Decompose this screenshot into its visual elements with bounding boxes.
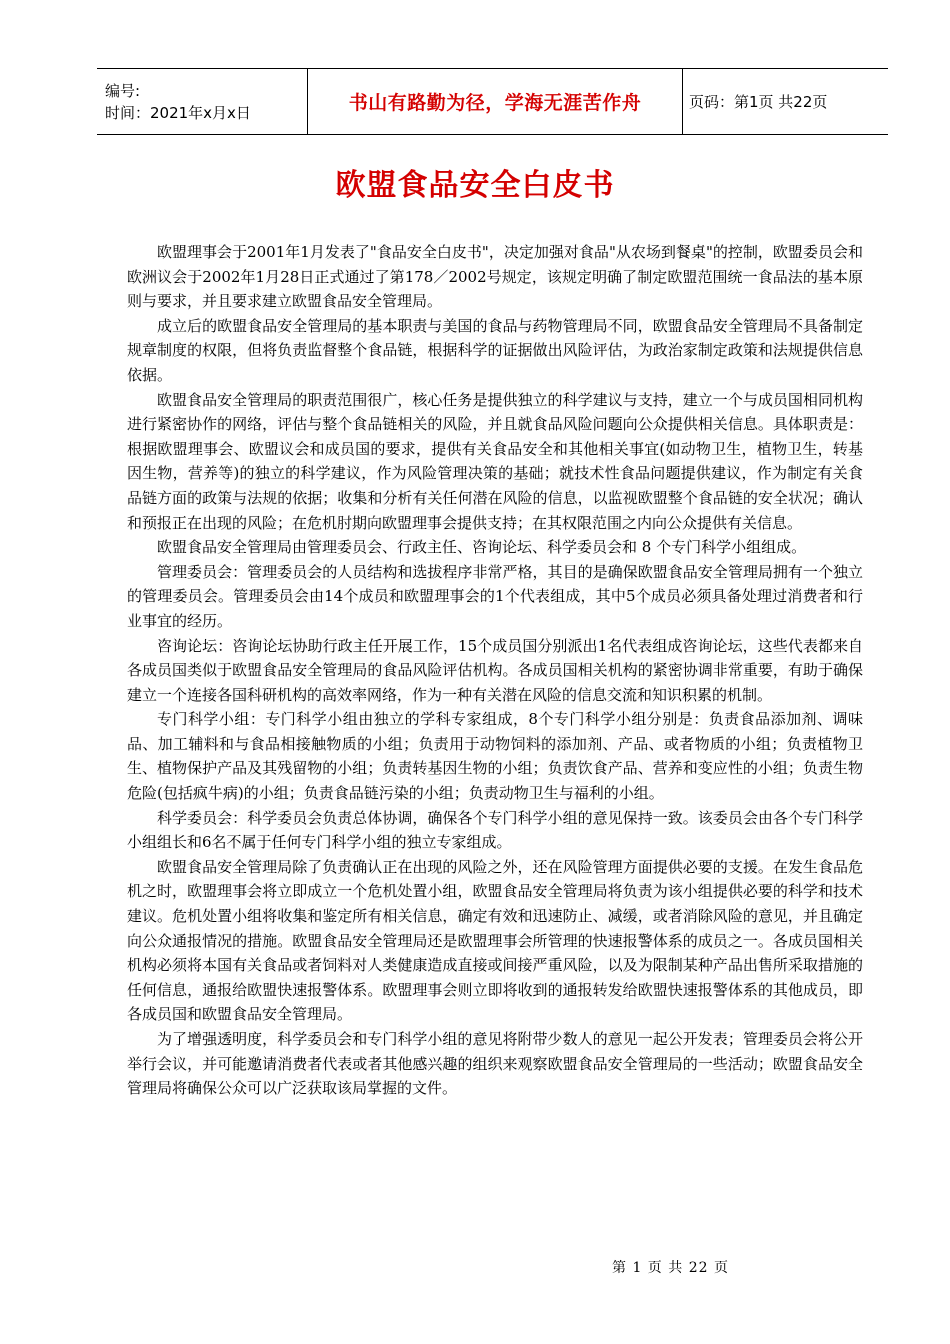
header-table: [97, 68, 888, 135]
document-number-label: 编号:: [105, 81, 141, 100]
document-time-label: 时间：2021年x月x日: [105, 103, 251, 122]
paragraph: 为了增强透明度，科学委员会和专门科学小组的意见将附带少数人的意见一起公开发表；管理委员会将公开举行会议，并可能邀请消费者代表或者其他感兴趣的组织来观察欧盟食品安全管理局的一些活动；欧盟食品安全管理局将确保公众可以广泛获取该局掌握的文件。: [127, 1030, 863, 1098]
header-meta: [97, 69, 308, 135]
document-title: 欧盟食品安全白皮书: [335, 168, 615, 203]
header-page-info: 页码：第1页 共22页: [683, 69, 889, 135]
paragraph: 科学委员会：科学委员会负责总体协调，确保各个专门科学小组的意见保持一致。该委员会由各个专门科学小组组长和6名不属于任何专门科学小组的独立专家组成。: [127, 808, 863, 852]
page-footer: 第 1 页 共 22 页: [612, 1260, 729, 1276]
document-body: [127, 240, 863, 1101]
paragraph: 欧盟理事会于2001年1月发表了"食品安全白皮书"，决定加强对食品"从农场到餐桌"的控制，欧盟委员会和欧洲议会于2002年1月28日正式通过了第178／2002号规定，该规定明确了制定欧盟范围统一食品法的基本原则与要求，并且要求建立欧盟食品安全管理局。: [127, 243, 863, 311]
paragraph: 欧盟食品安全管理局除了负责确认正在出现的风险之外，还在风险管理方面提供必要的支援。在发生食品危机之时，欧盟理事会将立即成立一个危机处置小组，欧盟食品安全管理局将负责为该小组提供必要的科学和技术建议。危机处置小组将收集和鉴定所有相关信息，确定有效和迅速防止、减缓，或者消除风险的意见，并且确定向公众通报情况的措施。欧盟食品安全管理局还是欧盟理事会所管理的快速报警体系的成员之一。各成员国相关机构必须将本国有关食品或者饲料对人类健康造成直接或间接严重风险，以及为限制某种产品出售所采取措施的任何信息，通报给欧盟快速报警体系。欧盟理事会则立即将收到的通报转发给欧盟快速报警体系的其他成员，即各成员国和欧盟食品安全管理局。: [127, 857, 863, 1024]
header-motto: 书山有路勤为径，学海无涯苦作舟: [308, 69, 683, 135]
paragraph: 欧盟食品安全管理局由管理委员会、行政主任、咨询论坛、科学委员会和 8 个专门科学小组组成。: [157, 538, 807, 557]
paragraph: 成立后的欧盟食品安全管理局的基本职责与美国的食品与药物管理局不同，欧盟食品安全管理局不具备制定规章制度的权限，但将负责监督整个食品链，根据科学的证据做出风险评估，为政治家制定政策和法规提供信息依据。: [127, 316, 863, 384]
paragraph: 专门科学小组：专门科学小组由独立的学科专家组成，8个专门科学小组分别是：负责食品添加剂、调味品、加工辅料和与食品相接触物质的小组；负责用于动物饲料的添加剂、产品、或者物质的小组；负责植物卫生、植物保护产品及其残留物的小组；负责转基因生物的小组；负责饮食产品、营养和变应性的小组；负责生物危险(包括疯牛病)的小组；负责食品链污染的小组；负责动物卫生与福利的小组。: [127, 710, 863, 803]
paragraph: 咨询论坛：咨询论坛协助行政主任开展工作，15个成员国分别派出1名代表组成咨询论坛，这些代表都来自各成员国类似于欧盟食品安全管理局的食品风险评估机构。各成员国相关机构的紧密协调非常重要，有助于确保建立一个连接各国科研机构的高效率网络，作为一种有关潜在风险的信息交流和知识积累的机制。: [127, 636, 863, 704]
paragraph: 管理委员会：管理委员会的人员结构和选拔程序非常严格，其目的是确保欧盟食品安全管理局拥有一个独立的管理委员会。管理委员会由14个成员和欧盟理事会的1个代表组成，其中5个成员必须具备处理过消费者和行业事宜的经历。: [127, 562, 863, 630]
paragraph: 欧盟食品安全管理局的职责范围很广，核心任务是提供独立的科学建议与支持，建立一个与成员国相同机构进行紧密协作的网络，评估与整个食品链相关的风险，并且就食品风险问题向公众提供相关信息。具体职责是：根据欧盟理事会、欧盟议会和成员国的要求，提供有关食品安全和其他相关事宜(如动物卫生，植物卫生，转基因生物，营养等)的独立的科学建议，作为风险管理决策的基础；就技术性食品问题提供建议，作为制定有关食品链方面的政策与法规的依据；收集和分析有关任何潜在风险的信息，以监视欧盟整个食品链的安全状况；确认和预报正在出现的风险；在危机肘期向欧盟理事会提供支持；在其权限范围之内向公众提供有关信息。: [127, 390, 863, 532]
